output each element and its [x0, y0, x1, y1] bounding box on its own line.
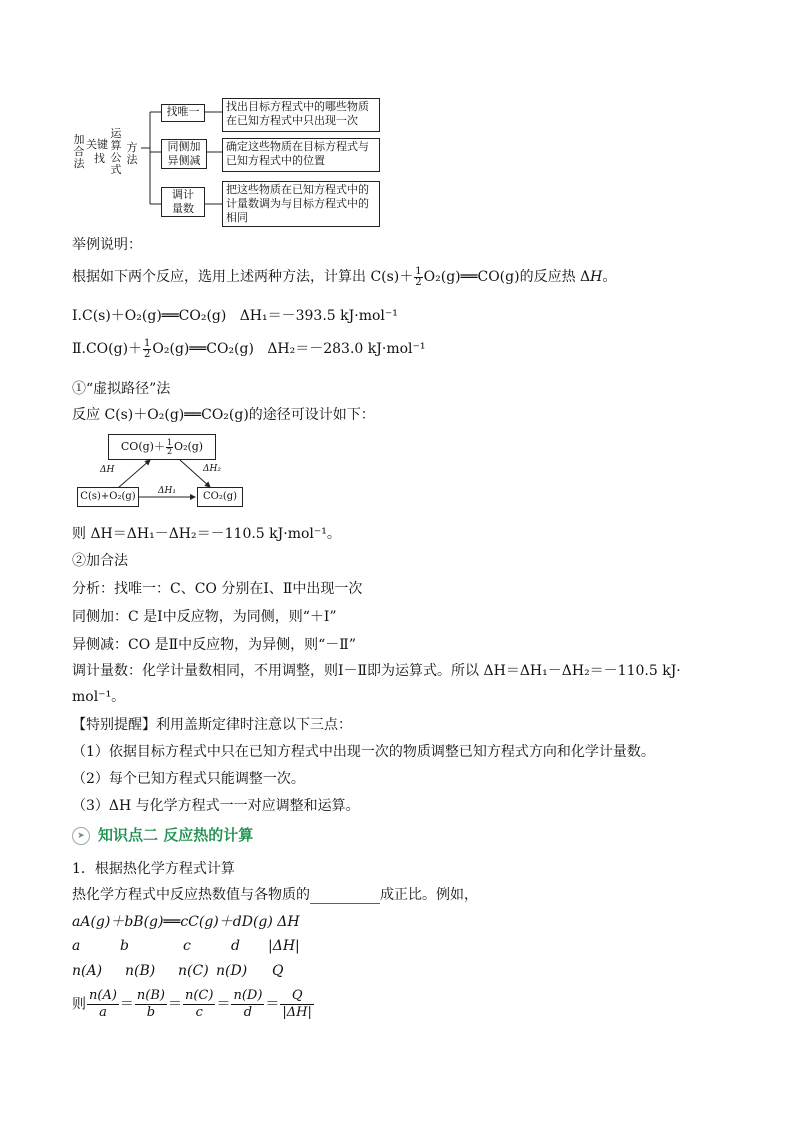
- eq1-text: C(s)＋O₂(g)══CO₂(g): [81, 308, 227, 324]
- analysis-line-2: 同侧加：C 是Ⅰ中反应物，为同侧，则“＋Ⅰ”: [72, 609, 337, 625]
- flow-step-1-desc: 找出目标方程式中的哪些物质在已知方程式中只出现一次: [222, 98, 380, 132]
- method1-title: ①“虚拟路径”法: [72, 381, 171, 397]
- coef-d: d: [231, 938, 240, 954]
- coef-b: b: [120, 938, 129, 954]
- analysis-line-4: 调计量数：化学计量数相同，不用调整，则Ⅰ－Ⅱ即为运算式。所以 ΔH＝ΔH₁－ΔH₂＝－110.5 kJ·: [72, 663, 681, 679]
- general-equation: aA(g)＋bB(g)══cC(g)＋dD(g) ΔH: [72, 914, 300, 930]
- path-dh1-label: ΔH₁: [158, 486, 176, 496]
- section-2-title: 知识点二 反应热的计算: [98, 826, 254, 844]
- eq2-post: O₂(g)══CO₂(g): [152, 341, 254, 357]
- eq2-label: Ⅱ.: [72, 341, 86, 357]
- tip-2: （2）每个已知方程式只能调整一次。: [72, 771, 305, 787]
- path-left-box: C(s)+O₂(g): [77, 487, 139, 507]
- tips-title: 【特别提醒】利用盖斯定律时注意以下三点：: [72, 717, 352, 733]
- flow-label-find: 找: [94, 152, 105, 165]
- arrow-circle-icon: ➤: [72, 827, 90, 845]
- eq2-fraction: $\frac{1}{2}$: [144, 337, 151, 360]
- flow-step-2-desc: 确定这些物质在目标方程式与已知方程式中的位置: [222, 138, 380, 172]
- n-q: Q: [272, 963, 284, 979]
- method2-title: ②加合法: [72, 553, 128, 569]
- answer-blank[interactable]: [310, 889, 380, 904]
- analysis-line-3: 异侧减：CO 是Ⅱ中反应物，为异侧，则“－Ⅱ”: [72, 637, 356, 653]
- path-right-box: CO₂(g): [197, 487, 243, 507]
- result-1: 则 ΔH＝ΔH₁－ΔH₂＝－110.5 kJ·mol⁻¹。: [72, 526, 341, 542]
- n-b: n(B): [125, 963, 156, 979]
- coef-dh: |ΔH|: [268, 938, 300, 954]
- flow-step-2-label: 同侧加异侧减: [161, 139, 207, 169]
- path-dh2-label: ΔH₂: [203, 464, 221, 474]
- eq2-dh: ΔH₂＝－283.0 kJ·mol⁻¹: [267, 341, 426, 357]
- n-d: n(D): [216, 963, 248, 979]
- flow-step-1-label: 找唯一: [161, 104, 205, 122]
- tip-1: （1）依据目标方程式中只在已知方程式中出现一次的物质调整已知方程式方向和化学计量数。: [72, 744, 655, 760]
- sub1-title: 1．根据热化学方程式计算: [72, 861, 235, 877]
- path-dh-label: ΔH: [100, 465, 115, 475]
- sub1-text: [72, 884, 478, 904]
- eq1-label: Ⅰ.: [72, 308, 82, 324]
- method1-desc: 反应 C(s)＋O₂(g)══CO₂(g)的途径可设计如下：: [72, 407, 375, 423]
- intro-prefix: 根据如下两个反应，选用上述两种方法，计算出 C(s)＋: [72, 269, 414, 285]
- intro-suffix: 。: [602, 269, 617, 285]
- flow-step-3-label: 调计量数: [161, 187, 205, 217]
- eq2-pre: CO(g)＋: [85, 341, 143, 357]
- section-2-heading: [72, 824, 253, 845]
- sub1-text-post: 成正比。例如，: [380, 887, 478, 903]
- n-a: n(A): [72, 963, 103, 979]
- flow-label-method: 方法: [126, 141, 138, 166]
- ratio-line: 则 $\frac{n(A)}{a}$ ＝ $\frac{n(B)}{b}$ ＝ $\frac{n(C)}{c}$ ＝ $\frac{n(D)}{d}$ ＝ $\frac{Q}{|\Delta H|}$: [72, 988, 312, 1020]
- flow-step-3-desc: 把这些物质在已知方程式中的计量数调为与目标方程式中的相同: [222, 181, 380, 227]
- eq1-dh: ΔH₁＝－393.5 kJ·mol⁻¹: [239, 308, 398, 324]
- tip-3: （3）ΔH 与化学方程式一一对应调整和运算。: [72, 798, 360, 814]
- intro-fraction: $\frac{1}{2}$: [415, 265, 422, 288]
- coef-c: c: [183, 938, 191, 954]
- sub1-text-pre: 热化学方程式中反应热数值与各物质的: [72, 887, 310, 903]
- intro-middle: O₂(g)══CO(g)的反应热 Δ: [423, 269, 591, 285]
- example-title: 举例说明：: [72, 237, 142, 253]
- analysis-line-5: mol⁻¹。: [72, 689, 126, 705]
- path-top-box: CO(g)＋ $\frac{1}{2}$ O₂(g): [108, 434, 216, 460]
- flow-label-formula: 运算公式: [110, 127, 122, 176]
- n-c: n(C): [178, 963, 209, 979]
- intro-h: H: [590, 269, 603, 285]
- flow-label-key: 关键: [86, 138, 108, 151]
- analysis-line-1: 分析：找唯一：C、CO 分别在Ⅰ、Ⅱ中出现一次: [72, 581, 363, 597]
- ratio-prefix: 则: [72, 996, 86, 1013]
- flow-label-main: 加合法: [73, 133, 85, 170]
- coef-a: a: [72, 938, 81, 954]
